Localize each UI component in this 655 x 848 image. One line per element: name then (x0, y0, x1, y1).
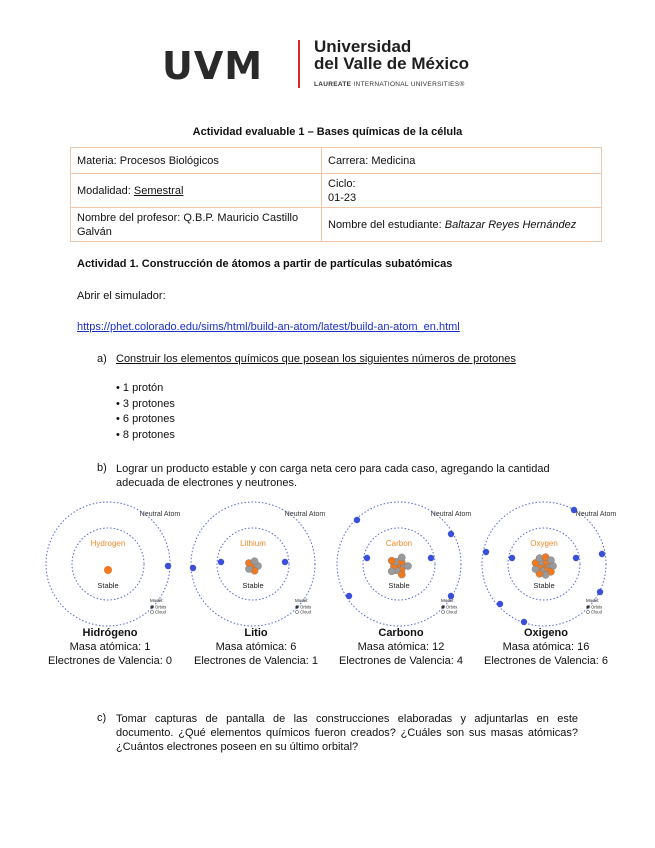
stable-label: Stable (97, 581, 119, 590)
model-legend-title: Model: (441, 598, 455, 603)
model-option-cloud: Cloud (155, 609, 166, 615)
electron (448, 531, 454, 537)
model-option-orbits: Orbits (446, 604, 458, 610)
atom-valence: Electrones de Valencia: 0 (48, 655, 172, 667)
atom-mass: Masa atómica: 12 (357, 641, 445, 653)
open-simulator-text: Abrir el simulador: (77, 290, 166, 302)
model-legend (150, 598, 167, 615)
neutral-atom-label: Neutral Atom (284, 511, 326, 518)
radio-cloud-icon (586, 610, 589, 613)
atom-mass: Masa atómica: 1 (69, 641, 151, 653)
atom-name: Oxigeno (523, 627, 568, 639)
model-legend (586, 598, 603, 615)
electron (282, 559, 288, 565)
electron (483, 549, 489, 555)
item-a-text: Construir los elementos químicos que posean los siguientes números de protones (116, 353, 516, 365)
neutral-atom-label: Neutral Atom (139, 511, 181, 518)
atom-valence: Electrones de Valencia: 6 (484, 655, 608, 667)
stable-label: Stable (533, 581, 555, 590)
estudiante-cell: Nombre del estudiante: Baltazar Reyes Hernández (322, 208, 602, 242)
neutron (404, 562, 411, 569)
carbon-atom-image (337, 502, 471, 626)
electron (521, 619, 527, 625)
radio-orbits-icon (150, 605, 153, 608)
logo-divider (298, 40, 300, 88)
stable-label: Stable (242, 581, 264, 590)
proton (104, 566, 112, 574)
profesor-cell: Nombre del profesor: Q.B.P. Mauricio Castillo Galván (71, 208, 322, 242)
model-option-cloud: Cloud (591, 609, 602, 615)
list-item: • 1 protón (116, 382, 164, 394)
electron (165, 563, 171, 569)
neutron (388, 568, 395, 575)
neutral-atom-label: Neutral Atom (575, 511, 617, 518)
element-label: Carbon (385, 539, 413, 548)
hydrogen-caption (40, 626, 180, 668)
radio-cloud-icon (295, 610, 298, 613)
model-option-cloud: Cloud (300, 609, 311, 615)
electron (428, 555, 434, 561)
carrera-cell: Carrera: Medicina (322, 148, 602, 174)
logo-line-2: del Valle de México (314, 54, 469, 73)
logo-line-1: Universidad (314, 37, 412, 56)
electron (597, 589, 603, 595)
logo-tagline: LAUREATE INTERNATIONAL UNIVERSITIES® (314, 81, 465, 88)
model-option-orbits: Orbits (155, 604, 167, 610)
element-label: Lithium (240, 539, 266, 548)
atom-name: Litio (244, 627, 268, 639)
item-c-text: Tomar capturas de pantalla de las construcciones elaboradas y adjuntarlas en este documento. ¿Qué elementos químicos fueron creados? ¿Cuáles son sus masas atómicas? ¿Cuántos electrones poseen en su último orbital? (116, 713, 578, 753)
radio-orbits-icon (441, 605, 444, 608)
document-title: Actividad evaluable 1 – Bases químicas de la célula (192, 126, 463, 138)
ciclo-cell: Ciclo: 01-23 (322, 174, 602, 208)
atom-mass: Masa atómica: 6 (215, 641, 297, 653)
model-legend-title: Model: (150, 598, 164, 603)
electron (497, 601, 503, 607)
radio-cloud-icon (441, 610, 444, 613)
lithium-caption (186, 626, 326, 668)
atom-name: Carbono (378, 627, 424, 639)
electron (218, 559, 224, 565)
protons-list (116, 381, 175, 443)
radio-cloud-icon (150, 610, 153, 613)
electron (190, 565, 196, 571)
lithium-atom-image (190, 502, 326, 626)
radio-orbits-icon (295, 605, 298, 608)
modalidad-cell: Modalidad: Semestral (71, 174, 322, 208)
neutron (398, 554, 405, 561)
list-item: • 8 protones (116, 428, 175, 441)
electron (346, 593, 352, 599)
stable-label: Stable (388, 581, 410, 590)
neutron (251, 558, 258, 565)
electron (573, 555, 579, 561)
item-b-marker: b) (97, 462, 107, 474)
neutron (547, 557, 554, 564)
list-item: • 3 protones (116, 397, 175, 410)
hydrogen-atom-image (46, 502, 180, 626)
model-legend (295, 598, 312, 615)
electron (509, 555, 515, 561)
proton (388, 557, 395, 564)
electron (599, 551, 605, 557)
element-label: Oxygen (530, 539, 558, 548)
list-item: • 6 protones (116, 413, 175, 425)
atom-name: Hidrógeno (82, 627, 138, 639)
item-c-marker: c) (97, 712, 107, 724)
oxygen-caption (476, 626, 616, 668)
model-option-orbits: Orbits (591, 604, 603, 610)
proton (398, 571, 405, 578)
materia-cell: Materia: Procesos Biológicos (71, 148, 322, 174)
simulator-link[interactable]: https://phet.colorado.edu/sims/html/build-an-atom/latest/build-an-atom_en.html (77, 321, 460, 333)
item-a-marker: a) (97, 353, 107, 365)
model-legend-title: Model: (295, 598, 309, 603)
radio-orbits-icon (586, 605, 589, 608)
electron (364, 555, 370, 561)
carbon-caption (331, 626, 471, 668)
atom-valence: Electrones de Valencia: 4 (339, 655, 463, 667)
model-option-orbits: Orbits (300, 604, 312, 610)
uvm-logo-mark: UVM (162, 44, 264, 88)
neutral-atom-label: Neutral Atom (430, 511, 472, 518)
item-b-text: Lograr un producto estable y con carga neta cero para cada caso, agregando la cantidad adecuada de electrones y neutrones. (116, 463, 550, 489)
atom-mass: Masa atómica: 16 (502, 641, 590, 653)
course-info-table (70, 147, 602, 242)
activity-heading: Actividad 1. Construcción de átomos a partir de partículas subatómicas (77, 258, 453, 270)
oxygen-atom-image (482, 502, 616, 626)
electron (354, 517, 360, 523)
model-option-cloud: Cloud (446, 609, 457, 615)
atom-valence: Electrones de Valencia: 1 (194, 655, 318, 667)
model-legend (441, 598, 458, 615)
model-legend-title: Model: (586, 598, 600, 603)
element-label: Hydrogen (90, 539, 126, 548)
atoms-figure (40, 500, 640, 628)
